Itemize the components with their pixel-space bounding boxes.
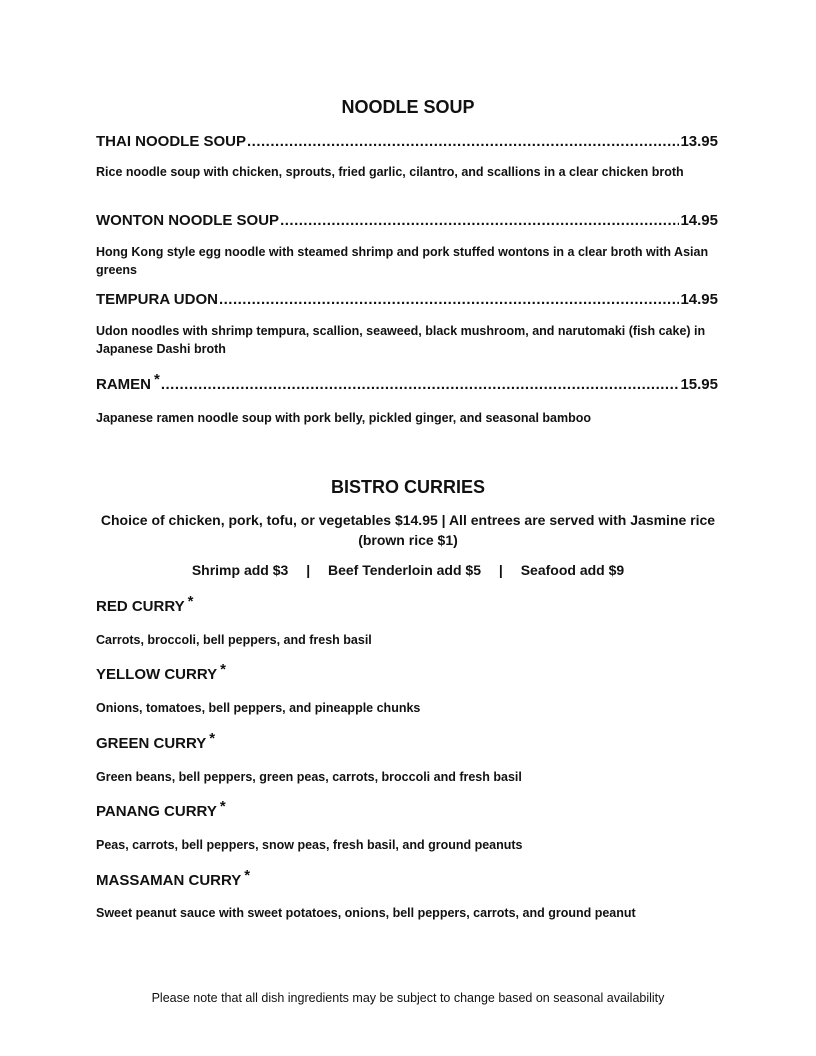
curry-item-panang: [96, 798, 226, 820]
spicy-star-icon: *: [154, 371, 160, 388]
curries-intro: Choice of chicken, pork, tofu, or vegetables $14.95 | All entrees are served with Jasmine rice (brown rice $1): [100, 512, 716, 548]
dot-leader: [247, 133, 679, 151]
menu-item-ramen: [96, 371, 718, 394]
item-name: RAMEN: [96, 376, 151, 393]
item-name: THAI NOODLE SOUP: [96, 133, 247, 150]
curry-item-red: [96, 593, 194, 615]
item-name: WONTON NOODLE SOUP: [96, 212, 280, 229]
item-description: Carrots, broccoli, bell peppers, and fresh basil: [96, 633, 372, 647]
curry-item-green: [96, 730, 216, 752]
menu-item-thai-noodle-soup: [96, 133, 718, 151]
item-description: Sweet peanut sauce with sweet potatoes, onions, bell peppers, carrots, and ground peanut: [96, 906, 636, 920]
item-price: 13.95: [680, 133, 718, 150]
item-name: YELLOW CURRY: [96, 666, 218, 683]
item-name: RED CURRY: [96, 598, 185, 615]
curry-item-yellow: [96, 661, 226, 683]
curry-item-massaman: [96, 867, 251, 889]
item-name: MASSAMAN CURRY: [96, 872, 242, 889]
menu-item-wonton-noodle-soup: [96, 212, 718, 230]
item-description: Green beans, bell peppers, green peas, carrots, broccoli and fresh basil: [96, 770, 522, 784]
item-price: 15.95: [680, 376, 718, 393]
item-price: 14.95: [680, 212, 718, 229]
spicy-star-icon: *: [219, 798, 226, 815]
item-description: Onions, tomatoes, bell peppers, and pineapple chunks: [96, 701, 421, 715]
item-description: Japanese ramen noodle soup with pork belly, pickled ginger, and seasonal bamboo: [96, 411, 592, 425]
addon-seafood: Seafood add $9: [520, 562, 625, 578]
addon-shrimp: Shrimp add $3: [191, 562, 289, 578]
seasonal-availability-note: Please note that all dish ingredients may be subject to change based on seasonal availability: [151, 991, 665, 1005]
addon-separator: |: [498, 562, 503, 578]
addon-separator: |: [306, 562, 311, 578]
spicy-star-icon: *: [187, 593, 194, 610]
spicy-star-icon: *: [209, 730, 216, 747]
item-description: Rice noodle soup with chicken, sprouts, fried garlic, cilantro, and scallions in a clear chicken broth: [96, 165, 684, 179]
dot-leader: [161, 376, 680, 394]
item-price: 14.95: [680, 291, 718, 308]
item-name: TEMPURA UDON: [96, 291, 218, 308]
item-description: Udon noodles with shrimp tempura, scallion, seaweed, black mushroom, and narutomaki (fish cake) in Japanese Dashi broth: [96, 324, 706, 356]
spicy-star-icon: *: [244, 867, 251, 884]
item-name: PANANG CURRY: [96, 803, 217, 820]
curry-addons: [0, 562, 816, 578]
menu-item-tempura-udon: [96, 291, 718, 309]
item-name: GREEN CURRY: [96, 735, 207, 752]
spicy-star-icon: *: [220, 661, 226, 678]
dot-leader: [219, 291, 680, 309]
item-description: Peas, carrots, bell peppers, snow peas, fresh basil, and ground peanuts: [96, 838, 523, 852]
dot-leader: [280, 212, 679, 230]
item-description: Hong Kong style egg noodle with steamed shrimp and pork stuffed wontons in a clear broth with Asian greens: [96, 245, 709, 277]
bistro-curries-heading: BISTRO CURRIES: [330, 477, 485, 497]
noodle-soup-heading: NOODLE SOUP: [341, 97, 475, 117]
addon-beef-tenderloin: Beef Tenderloin add $5: [328, 562, 481, 578]
